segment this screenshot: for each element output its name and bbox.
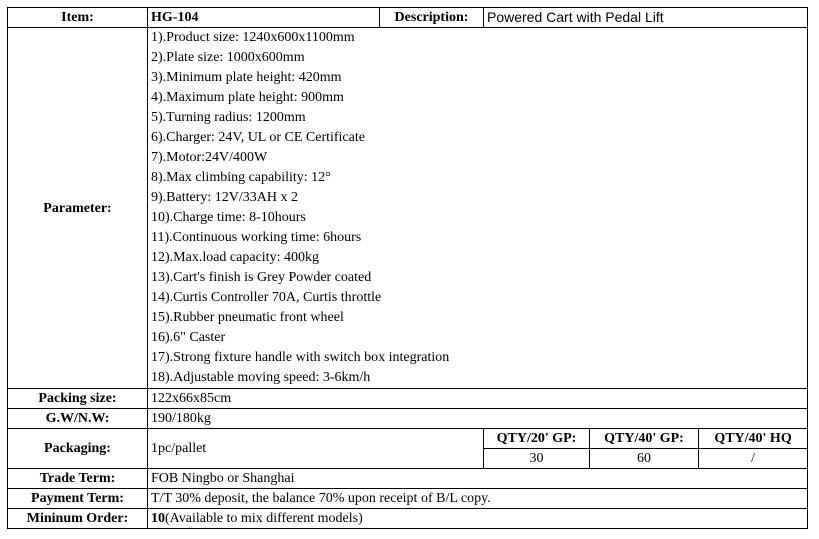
parameter-label: Parameter:: [8, 28, 148, 389]
payment-term-label: Payment Term:: [8, 489, 148, 509]
minimum-order-qty: 10: [151, 511, 165, 526]
parameter-item: 3).Minimum plate height: 420mm: [151, 70, 342, 85]
parameter-item: 15).Rubber pneumatic front wheel: [151, 310, 344, 325]
gw-nw-value: 190/180kg: [148, 409, 808, 429]
packaging-label: Packaging:: [8, 429, 148, 469]
parameter-item: 9).Battery: 12V/33AH x 2: [151, 190, 298, 205]
item-label: Item:: [8, 8, 148, 28]
minimum-order-label: Mininum Order:: [8, 509, 148, 529]
item-value: HG-104: [148, 8, 380, 28]
qty-40gp-header: QTY/40' GP:: [590, 429, 699, 449]
parameter-item: 1).Product size: 1240x600x1100mm: [151, 30, 355, 45]
parameter-item: 4).Maximum plate height: 900mm: [151, 90, 344, 105]
payment-term-row: [8, 489, 808, 509]
qty-40hq-header: QTY/40' HQ: [699, 429, 808, 449]
packing-size-value: 122x66x85cm: [148, 389, 808, 409]
packing-size-row: [8, 389, 808, 409]
minimum-order-row: [8, 509, 808, 529]
parameter-item: 7).Motor:24V/400W: [151, 150, 268, 165]
trade-term-row: [8, 469, 808, 489]
parameter-item: 13).Cart's finish is Grey Powder coated: [151, 270, 372, 285]
description-value: Powered Cart with Pedal Lift: [484, 8, 808, 28]
parameter-item: 17).Strong fixture handle with switch box integration: [151, 350, 450, 365]
product-spec-table: [7, 7, 808, 529]
description-label: Description:: [380, 8, 484, 28]
packing-size-label: Packing size:: [8, 389, 148, 409]
parameter-item: 2).Plate size: 1000x600mm: [151, 50, 305, 65]
parameter-row: [8, 28, 808, 389]
parameter-item: 16).6" Caster: [151, 330, 226, 345]
qty-40gp-value: 60: [590, 449, 699, 469]
parameter-list: [148, 28, 808, 389]
parameter-item: 8).Max climbing capability: 12°: [151, 170, 331, 185]
packaging-value: 1pc/pallet: [148, 429, 484, 469]
qty-20gp-header: QTY/20' GP:: [484, 429, 590, 449]
parameter-item: 12).Max.load capacity: 400kg: [151, 250, 319, 265]
trade-term-value: FOB Ningbo or Shanghai: [148, 469, 808, 489]
gw-nw-label: G.W/N.W:: [8, 409, 148, 429]
parameter-item: 5).Turning radius: 1200mm: [151, 110, 306, 125]
packaging-row: [8, 429, 808, 449]
qty-40hq-value: /: [699, 449, 808, 469]
parameter-item: 10).Charge time: 8-10hours: [151, 210, 306, 225]
payment-term-value: T/T 30% deposit, the balance 70% upon receipt of B/L copy.: [148, 489, 808, 509]
parameter-item: 14).Curtis Controller 70A, Curtis throttle: [151, 290, 382, 305]
qty-20gp-value: 30: [484, 449, 590, 469]
minimum-order-note: (Available to mix different models): [165, 511, 363, 526]
parameter-item: 18).Adjustable moving speed: 3-6km/h: [151, 370, 371, 385]
gw-nw-row: [8, 409, 808, 429]
item-row: [8, 8, 808, 28]
parameter-item: 6).Charger: 24V, UL or CE Certificate: [151, 130, 365, 145]
parameter-item: 11).Continuous working time: 6hours: [151, 230, 362, 245]
minimum-order-value: [148, 509, 808, 529]
trade-term-label: Trade Term:: [8, 469, 148, 489]
